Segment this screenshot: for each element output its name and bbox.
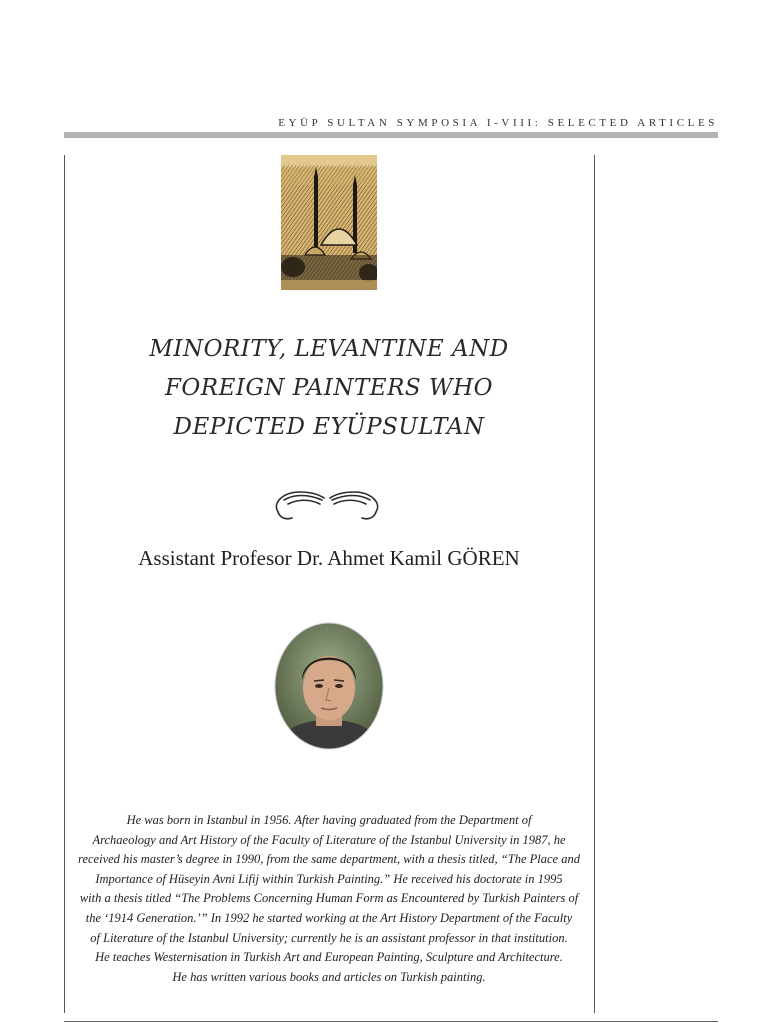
bottom-rule: [64, 1021, 718, 1022]
title-line: MINORITY, LEVANTINE AND: [149, 336, 509, 362]
bio-line: Importance of Hüseyin Avni Lifij within Turkish Painting.” He received his doctorate in 1995: [95, 871, 563, 886]
bio-line: with a thesis titled “The Problems Concerning Human Form as Encountered by Turkish Painters of: [79, 891, 579, 906]
bio-line: He was born in Istanbul in 1956. After having graduated from the Department of: [126, 813, 532, 827]
running-head: EYÜP SULTAN SYMPOSIA I-VIII: SELECTED ARTICLES: [278, 117, 718, 129]
bio-line: He has written various books and articles on Turkish painting.: [172, 969, 486, 984]
frame-right-border: [594, 155, 595, 1013]
title-line: DEPICTED EYÜPSULTAN: [173, 414, 485, 440]
bio-line: the ‘1914 Generation.’” In 1992 he started working at the Art History Department of the Faculty: [85, 910, 573, 925]
bio-line: of Literature of the Istanbul University; currently he is an assistant professor in that institution.: [90, 930, 568, 945]
article-title: [84, 330, 574, 447]
mosque-engraving-image: [281, 155, 377, 290]
author-name: Assistant Profesor Dr. Ahmet Kamil GÖREN: [138, 546, 520, 570]
author-portrait-image: [274, 622, 384, 750]
bio-line: Archaeology and Art History of the Faculty of Literature of the Istanbul University in 1987, he: [92, 832, 566, 847]
author-biography: [68, 811, 590, 987]
bio-line: He teaches Westernisation in Turkish Art and European Painting, Sculpture and Architecture.: [95, 950, 563, 965]
bio-line: received his master’s degree in 1990, from the same department, with a thesis titled, “The Place and: [78, 852, 580, 867]
frame-left-border: [64, 155, 65, 1013]
header-rule: [64, 132, 718, 138]
title-line: FOREIGN PAINTERS WHO: [164, 375, 494, 401]
scroll-flourish-ornament: [270, 482, 384, 522]
